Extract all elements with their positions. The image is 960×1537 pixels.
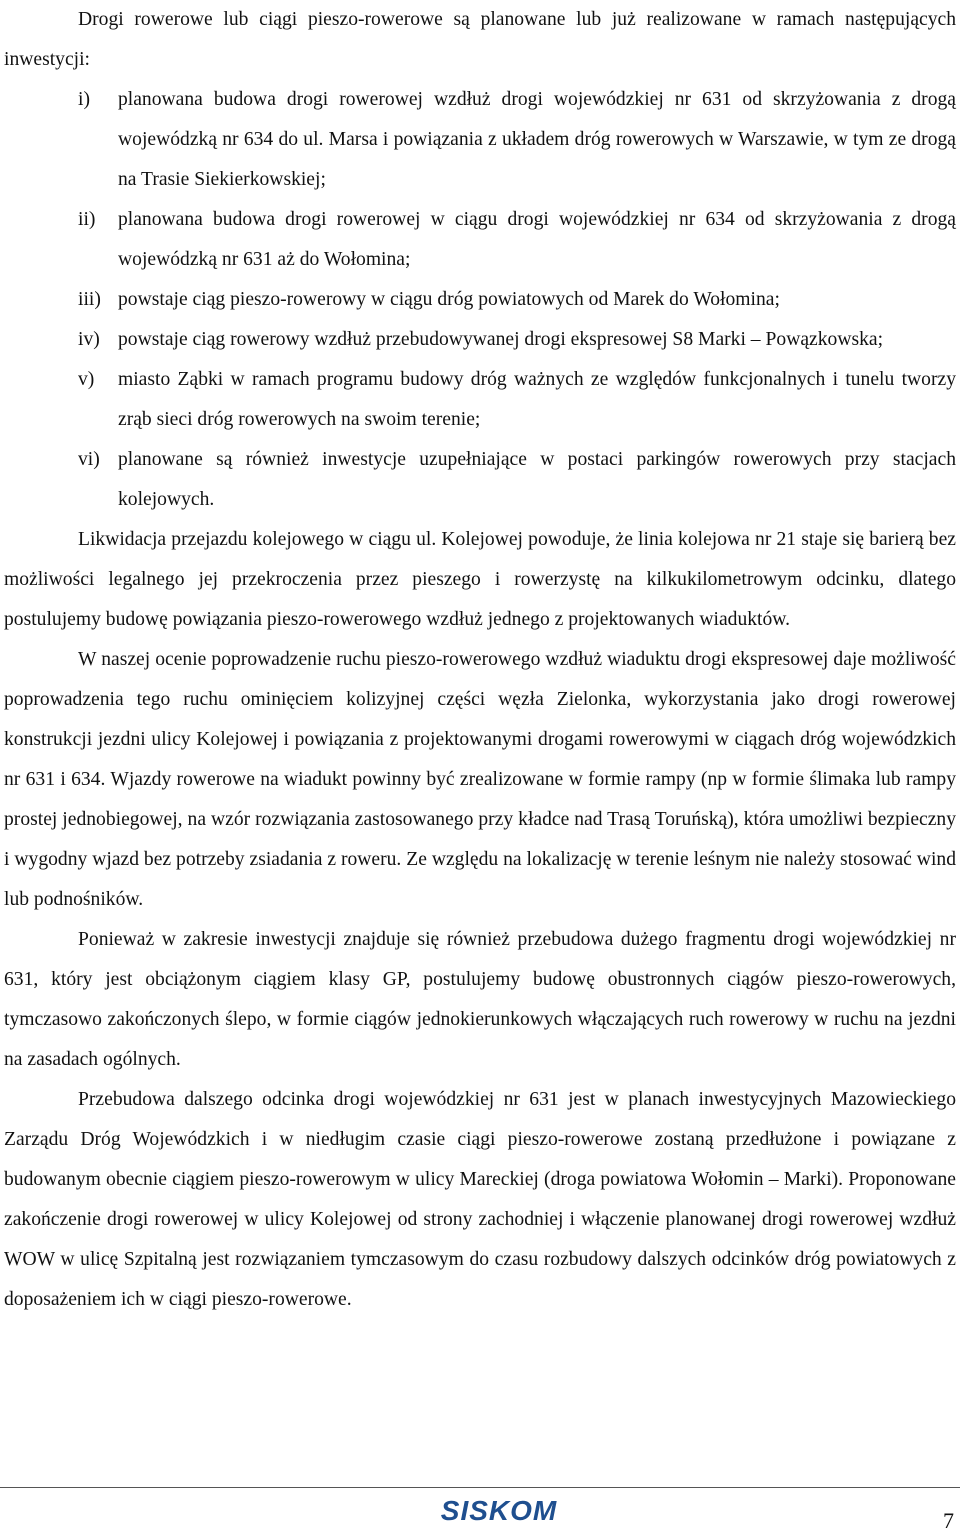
list-item-text: powstaje ciąg rowerowy wzdłuż przebudowywanej drogi ekspresowej S8 Marki – Powązkowska; [118, 329, 884, 350]
paragraph-road-631: Ponieważ w zakresie inwestycji znajduje się również przebudowa dużego fragmentu drogi wojewódzkiej nr 631, który jest obciążonym ciągiem klasy GP, postulujemy budowę obustronnych ciągów pieszo-rowerowych, tymczasowo zakończonych ślepo, w formie ciągów jednokierunkowych włączających ruch rowerowy w ruchu na jezdni na zasadach ogólnych. [4, 929, 956, 1070]
list-item-number: v) [78, 369, 95, 390]
list-item [4, 80, 956, 200]
list-item-text: powstaje ciąg pieszo-rowerowy w ciągu dróg powiatowych od Marek do Wołomina; [118, 289, 780, 310]
page-number: 7 [943, 1508, 954, 1533]
list-item-number: ii) [78, 209, 96, 230]
list-item [4, 280, 956, 320]
intro-paragraph: Drogi rowerowe lub ciągi pieszo-rowerowe są planowane lub już realizowane w ramach następujących inwestycji: [4, 9, 956, 70]
list-item [4, 320, 956, 360]
paragraph-extension: Przebudowa dalszego odcinka drogi wojewódzkiej nr 631 jest w planach inwestycyjnych Mazowieckiego Zarządu Dróg Wojewódzkich i w niedługim czasie ciągi pieszo-rowerowe zostaną przedłużone i powiązane z budowanym obecnie ciągiem pieszo-rowerowym w ulicy Mareckiej (droga powiatowa Wołomin – Marki). Proponowane zakończenie drogi rowerowej w ulicy Kolejowej od strony zachodniej i włączenie planowanej drogi rowerowej wzdłuż WOW w ulicę Szpitalną jest rozwiązaniem tymczasowym do czasu rozbudowy dalszych odcinków dróg powiatowych z doposażeniem ich w ciągi pieszo-rowerowe. [4, 1089, 956, 1310]
list-item-number: iii) [78, 289, 101, 310]
footer-divider [0, 1487, 960, 1488]
logo-text: SISKOM [440, 1495, 558, 1526]
list-item [4, 440, 956, 520]
list-item [4, 200, 956, 280]
list-item [4, 360, 956, 440]
list-item-number: i) [78, 89, 90, 110]
paragraph-viaduct: W naszej ocenie poprowadzenie ruchu pieszo-rowerowego wzdłuż wiaduktu drogi ekspresowej daje możliwość poprowadzenia tego ruchu ominięciem kolizyjnej części węzła Zielonka, wykorzystania jako drogi rowerowej konstrukcji jezdni ulicy Kolejowej i powiązania z projektowanymi drogami rowerowymi w ciągach dróg wojewódzkich nr 631 i 634. Wjazdy rowerowe na wiadukt powinny być zrealizowane w formie rampy (np w formie ślimaka lub rampy prostej jednobiegowej, na wzór rozwiązania zastosowanego przy kładce nad Trasą Toruńską), która umożliwi bezpieczny i wygodny wjazd bez potrzeby zsiadania z roweru. Ze względu na lokalizację w terenie leśnym nie należy stosować wind lub podnośników. [4, 649, 956, 910]
list-item-text: planowana budowa drogi rowerowej w ciągu drogi wojewódzkiej nr 634 od skrzyżowania z drogą wojewódzką nr 631 aż do Wołomina; [118, 209, 956, 270]
siskom-logo [428, 1494, 570, 1528]
investment-list [4, 80, 956, 520]
list-item-text: planowana budowa drogi rowerowej wzdłuż drogi wojewódzkiej nr 631 od skrzyżowania z drogą wojewódzką nr 634 do ul. Marsa i powiązania z układem dróg rowerowych w Warszawie, w tym ze drogą na Trasie Siekierkowskiej; [118, 89, 956, 190]
list-item-number: iv) [78, 329, 100, 350]
list-item-text: planowane są również inwestycje uzupełniające w postaci parkingów rowerowych przy stacjach kolejowych. [118, 449, 956, 510]
paragraph-railway-crossing: Likwidacja przejazdu kolejowego w ciągu ul. Kolejowej powoduje, że linia kolejowa nr 21 staje się barierą bez możliwości legalnego jej przekroczenia przez pieszego i rowerzystę na kilkukilometrowym odcinku, dlatego postulujemy budowę powiązania pieszo-rowerowego wzdłuż jednego z projektowanych wiaduktów. [4, 529, 956, 630]
list-item-number: vi) [78, 449, 100, 470]
document-page [4, 0, 956, 1320]
list-item-text: miasto Ząbki w ramach programu budowy dróg ważnych ze względów funkcjonalnych i tunelu tworzy zrąb sieci dróg rowerowych na swoim terenie; [118, 369, 956, 430]
